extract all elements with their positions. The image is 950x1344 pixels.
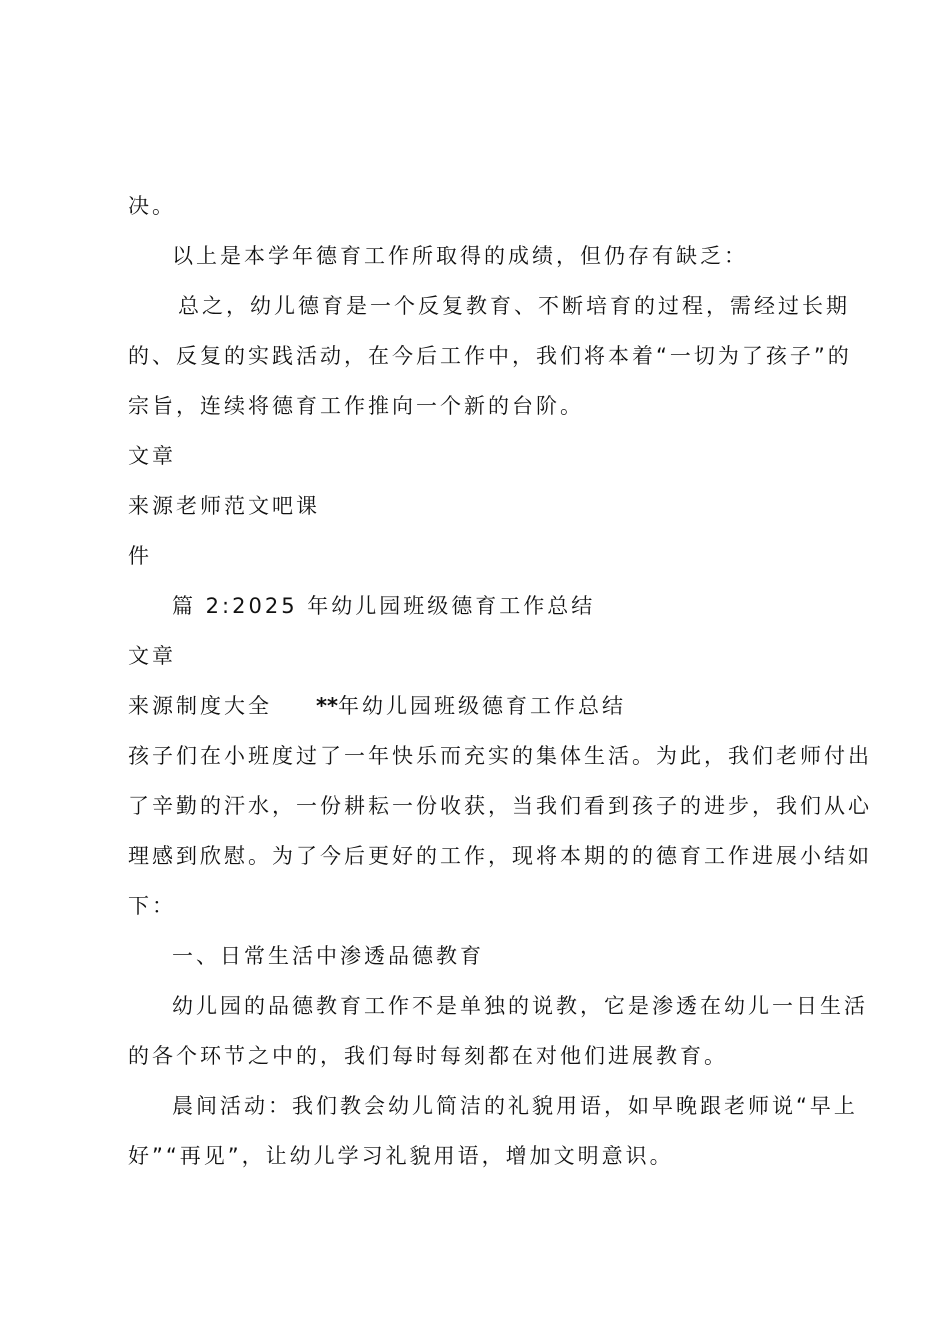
text-line: 下： [128, 894, 176, 918]
text-line: 决。 [128, 194, 176, 218]
redacted-year: ** [316, 694, 338, 718]
text-line: 孩子们在小班度过了一年快乐而充实的集体生活。为此，我们老师付出 [128, 744, 872, 768]
section-heading: 篇 2:2025 年幼儿园班级德育工作总结 [172, 594, 596, 618]
text-line: 文章 [128, 644, 176, 668]
section-heading: 一、日常生活中渗透品德教育 [172, 944, 484, 968]
text-line: 件 [128, 544, 152, 568]
source-text: 来源制度大全 [128, 694, 272, 718]
text-line: 幼儿园的品德教育工作不是单独的说教，它是渗透在幼儿一日生活 [172, 994, 868, 1018]
text-line: 来源老师范文吧课 [128, 494, 320, 518]
text-line: 好”“再见”，让幼儿学习礼貌用语，增加文明意识。 [128, 1144, 674, 1168]
text-line: 以上是本学年德育工作所取得的成绩，但仍存有缺乏： [172, 244, 748, 268]
text-line: 的、反复的实践活动，在今后工作中，我们将本着“一切为了孩子”的 [128, 344, 852, 368]
text-line: 文章 [128, 444, 176, 468]
text-line: 总之，幼儿德育是一个反复教育、不断培育的过程，需经过长期 [178, 294, 850, 318]
text-line: 了辛勤的汗水，一份耕耘一份收获，当我们看到孩子的进步，我们从心 [128, 794, 872, 818]
text-line: 的各个环节之中的，我们每时每刻都在对他们进展教育。 [128, 1044, 728, 1068]
text-line: 宗旨，连续将德育工作推向一个新的台阶。 [128, 394, 584, 418]
text-line: 理感到欣慰。为了今后更好的工作，现将本期的的德育工作进展小结如 [128, 844, 872, 868]
title-text: 年幼儿园班级德育工作总结 [337, 694, 626, 718]
text-line [128, 692, 626, 720]
text-line: 晨间活动：我们教会幼儿简洁的礼貌用语，如早晚跟老师说“早上 [172, 1094, 858, 1118]
